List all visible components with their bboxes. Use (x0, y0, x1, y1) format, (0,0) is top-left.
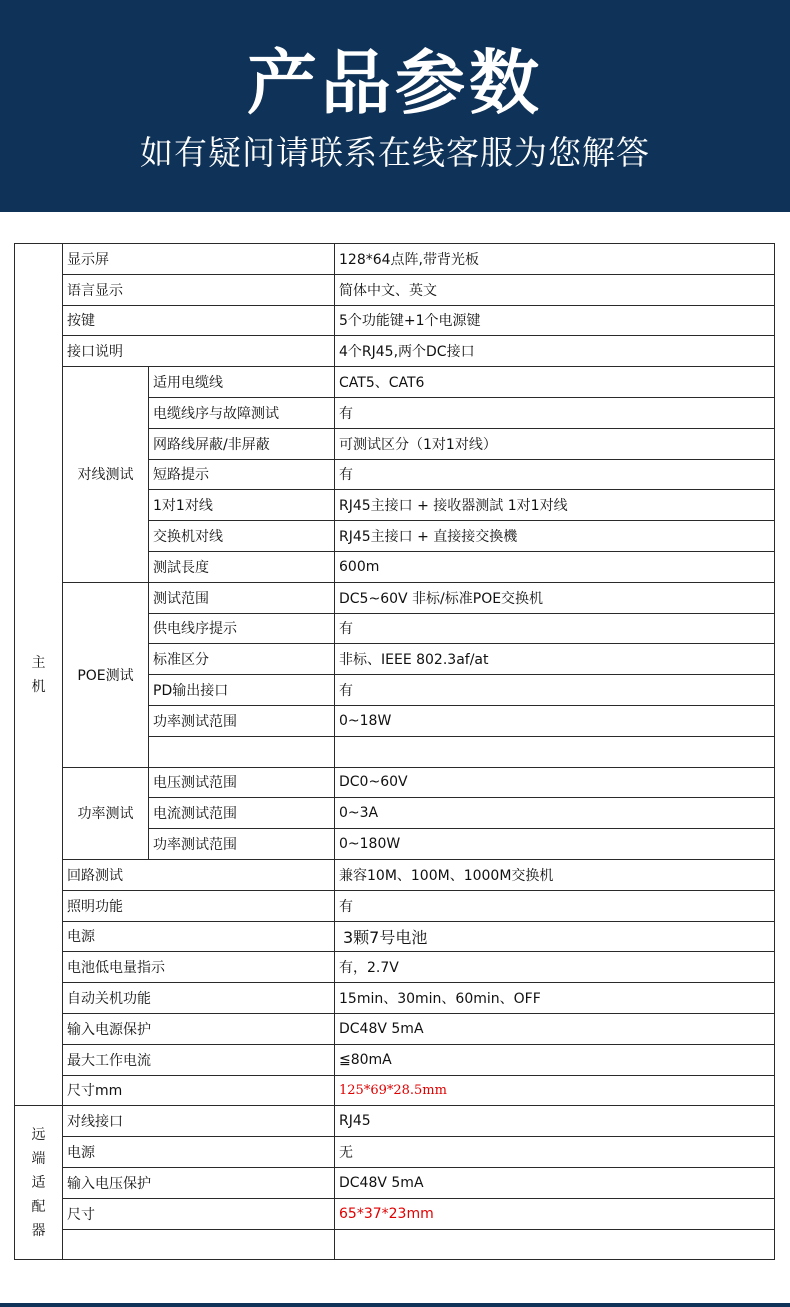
row-label: 接口说明 (62, 335, 335, 367)
row-label: 尺寸mm (62, 1075, 335, 1107)
row-label: 照明功能 (62, 890, 335, 922)
row-value: 0~180W (334, 828, 775, 860)
row-label: 显示屏 (62, 243, 335, 275)
row-value: 有 (334, 459, 775, 491)
row-value: 非标、IEEE 802.3af/at (334, 643, 775, 675)
row-value: ≦80mA (334, 1044, 775, 1076)
bottom-divider (0, 1303, 790, 1307)
row-value: 简体中文、英文 (334, 274, 775, 306)
row-label: 自动关机功能 (62, 982, 335, 1014)
row-label: 对线接口 (62, 1105, 335, 1137)
row-label: 适用电缆线 (148, 366, 335, 398)
group-host: 主 机 (14, 243, 63, 1106)
row-value: 有 (334, 674, 775, 706)
row-label: 电源 (62, 1136, 335, 1168)
row-value: 128*64点阵,带背光板 (334, 243, 775, 275)
row-label: PD输出接口 (148, 674, 335, 706)
row-label: 功率测试范围 (148, 828, 335, 860)
row-value: 5个功能键+1个电源键 (334, 305, 775, 337)
subgroup-wiremap-test: 对线测试 (62, 366, 149, 583)
row-value: 600m (334, 551, 775, 583)
row-label: 回路测试 (62, 859, 335, 891)
row-value: 可测试区分（1对1对线） (334, 428, 775, 460)
row-value (334, 1229, 775, 1261)
row-value: DC48V 5mA (334, 1013, 775, 1045)
row-label: 网路线屏蔽/非屏蔽 (148, 428, 335, 460)
subgroup-poe-test: POE测试 (62, 582, 149, 768)
row-label: 电源 (62, 921, 335, 953)
row-value: DC48V 5mA (334, 1167, 775, 1199)
row-label: 最大工作电流 (62, 1044, 335, 1076)
row-label: 输入电压保护 (62, 1167, 335, 1199)
row-value: 兼容10M、100M、1000M交换机 (334, 859, 775, 891)
row-label: 电缆线序与故障测试 (148, 397, 335, 429)
row-label: 功率测试范围 (148, 705, 335, 737)
row-value: 0~3A (334, 797, 775, 829)
row-label: 供电线序提示 (148, 613, 335, 645)
row-value: RJ45 (334, 1105, 775, 1137)
row-value: 有 (334, 397, 775, 429)
row-label: 语言显示 (62, 274, 335, 306)
row-label: 交换机对线 (148, 520, 335, 552)
row-value: DC0~60V (334, 767, 775, 799)
row-label: 短路提示 (148, 459, 335, 491)
page-subtitle: 如有疑问请联系在线客服为您解答 (140, 133, 650, 172)
row-value: 无 (334, 1136, 775, 1168)
row-label: 按键 (62, 305, 335, 337)
row-value: CAT5、CAT6 (334, 366, 775, 398)
row-value: 0~18W (334, 705, 775, 737)
row-value: 有，2.7V (334, 951, 775, 983)
row-value: 有 (334, 613, 775, 645)
row-label: 标准区分 (148, 643, 335, 675)
row-value: RJ45主接口 + 接收器测試 1对1对线 (334, 489, 775, 521)
row-label: 电压测试范围 (148, 767, 335, 799)
row-value: 125*69*28.5mm (334, 1075, 775, 1107)
row-value: DC5~60V 非标/标准POE交换机 (334, 582, 775, 614)
row-value (334, 736, 775, 768)
row-value: 15min、30min、60min、OFF (334, 982, 775, 1014)
subgroup-power-test: 功率测试 (62, 767, 149, 860)
page-title: 产品参数 (247, 42, 543, 124)
row-label: 尺寸 (62, 1198, 335, 1230)
row-value: RJ45主接口 + 直接接交換機 (334, 520, 775, 552)
row-label: 测试范围 (148, 582, 335, 614)
row-label: 输入电源保护 (62, 1013, 335, 1045)
row-value: 4个RJ45,两个DC接口 (334, 335, 775, 367)
row-label (148, 736, 335, 768)
row-label: 1对1对线 (148, 489, 335, 521)
row-value: 65*37*23mm (334, 1198, 775, 1230)
row-label: 测試長度 (148, 551, 335, 583)
row-label (62, 1229, 335, 1261)
row-label: 电池低电量指示 (62, 951, 335, 983)
group-remote-adapter: 远 端 适 配 器 (14, 1105, 63, 1260)
row-value: 3颗7号电池 (334, 921, 775, 953)
row-value: 有 (334, 890, 775, 922)
row-label: 电流测试范围 (148, 797, 335, 829)
